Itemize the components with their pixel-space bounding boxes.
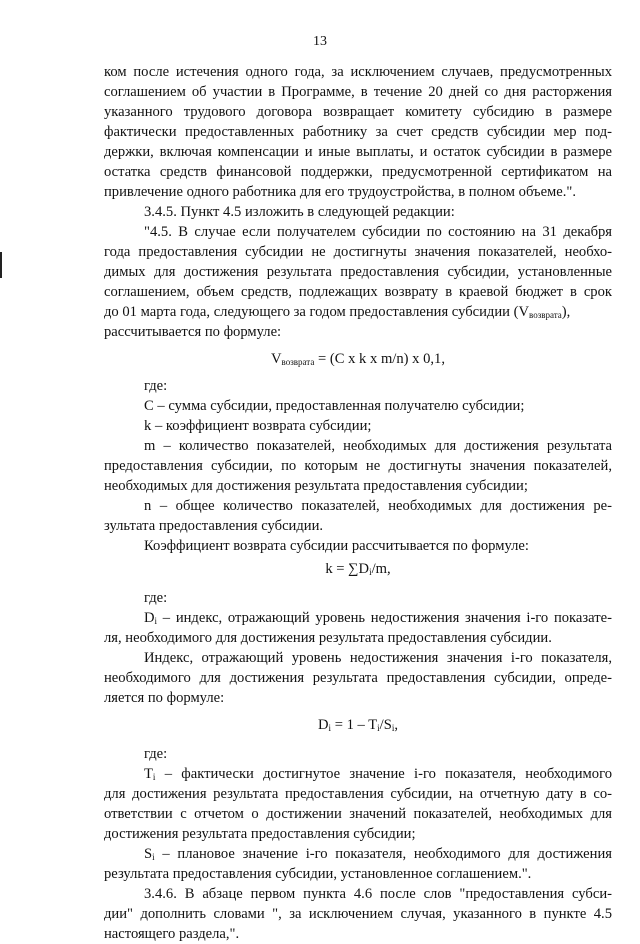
text-line — [104, 302, 612, 322]
text-line: настоящего раздела,". — [104, 926, 240, 942]
text-line: рассчитывается по формуле: — [104, 324, 282, 340]
subscript: i — [154, 616, 158, 626]
text-line: дии" дополнить словами ", за исключением случая, указанного в пункте 4.5 — [104, 906, 612, 922]
formula-symbol: T — [144, 766, 153, 782]
formula-di — [104, 712, 612, 738]
text-span: – фактически достигнутое значение i-го показателя, необходимого — [155, 766, 612, 782]
subscript: i — [152, 772, 156, 782]
text-line: фактически предоставленных работнику за счет средств субсидии мер под- — [104, 124, 612, 140]
text-line: 3.4.6. В абзаце первом пункта 4.6 после слов "предоставления субси- — [144, 886, 612, 902]
text-line: предоставления субсидии, по которым не достигнуты значения показателей, — [104, 458, 612, 474]
text-line: ля, необходимого для достижения результата предоставления субсидии. — [104, 630, 552, 646]
page-number: 13 — [313, 34, 327, 49]
text-line: соглашением об участии в Программе, в течение 20 дней со дня расторжения — [104, 84, 612, 100]
text-line: ляется по формуле: — [104, 690, 225, 706]
definition-n — [104, 496, 612, 536]
definition-c: C – сумма субсидии, предоставленная получателю субсидии; — [144, 398, 525, 414]
text-line: "4.5. В случае если получателем субсидии по состоянию на 31 декабря — [144, 224, 612, 240]
text-line: необходимого для достижения результата предоставления субсидии, опреде- — [104, 670, 612, 686]
subscript: возврата — [281, 357, 315, 367]
definition-di — [104, 608, 612, 648]
definition-ti — [104, 764, 612, 844]
text-span: – плановое значение i-го показателя, необходимого для достижения — [154, 846, 612, 862]
text-span: – индекс, отражающий уровень недостижения значения i-го показате- — [157, 610, 612, 626]
subscript: i — [391, 723, 395, 733]
definition-si — [104, 844, 612, 884]
text-line — [104, 844, 612, 864]
text-line: ответствии с отчетом о достижении значений показателей, необходимых для — [104, 806, 612, 822]
paragraph-termination-clause — [104, 62, 612, 202]
text-line: для достижения результата предоставления субсидии, на отчетную дату в со- — [104, 786, 612, 802]
text-line: зультата предоставления субсидии. — [104, 518, 324, 534]
text-span: ), — [561, 304, 571, 320]
formula-rest: = (C x k x m/n) x 0,1, — [314, 351, 445, 367]
subscript: возврата — [529, 310, 562, 320]
where-label: где: — [144, 590, 168, 606]
text-line — [104, 764, 612, 784]
formula-v-return — [104, 346, 612, 372]
text-line: привлечение одного работника для его трудоустройства, в полном объеме.". — [104, 184, 577, 200]
text-line: ком после истечения одного года, за исключением случаев, предусмотренных — [104, 64, 612, 80]
formula-part: /S — [379, 717, 392, 733]
formula-symbol: S — [144, 846, 153, 862]
formula-rest: /m, — [371, 561, 391, 577]
where-label: где: — [144, 378, 168, 394]
text-line: держки, включая компенсации и иные выплаты, и остаток субсидии в размере — [104, 144, 612, 160]
text-line: Индекс, отражающий уровень недостижения значения i-го показателя, — [144, 650, 612, 666]
index-intro — [104, 648, 612, 708]
definition-k: k – коэффициент возврата субсидии; — [144, 418, 372, 434]
formula-symbol: D — [318, 717, 329, 733]
formula-lhs: k = ∑D — [325, 561, 370, 577]
paragraph-4-5 — [104, 222, 612, 342]
coefficient-intro: Коэффициент возврата субсидии рассчитывается по формуле: — [144, 538, 529, 554]
text-line: необходимых для достижения результата предоставления субсидии; — [104, 478, 528, 494]
formula-part: = 1 – T — [331, 717, 378, 733]
text-line: достижения результата предоставления субсидии; — [104, 826, 416, 842]
where-label: где: — [144, 746, 168, 762]
text-line: димых для достижения результата предоставления субсидии, установленные — [104, 264, 612, 280]
text-line: соглашением, объем средств, подлежащих возврату в краевой бюджет в срок — [104, 284, 612, 300]
text-line: результата предоставления субсидии, установленное соглашением.". — [104, 866, 532, 882]
formula-symbol: V — [271, 351, 282, 367]
item-3-4-6 — [104, 884, 612, 944]
text-line: остатка средств финансовой поддержки, предусмотренной сертификатом на — [104, 164, 612, 180]
subscript: i — [328, 723, 332, 733]
definition-m — [104, 436, 612, 496]
formula-symbol: D — [144, 610, 155, 626]
text-line: года предоставления субсидии не достигнуты значения показателей, необхо- — [104, 244, 612, 260]
text-span: до 01 марта года, следующего за годом предоставления субсидии (V — [104, 304, 529, 320]
formula-part: , — [394, 717, 398, 733]
text-line: n – общее количество показателей, необходимых для достижения ре- — [144, 498, 612, 514]
subscript: i — [152, 852, 155, 862]
formula-k — [104, 556, 612, 582]
subscript: i — [369, 567, 372, 577]
text-line — [104, 608, 612, 628]
text-line: m – количество показателей, необходимых для достижения результата — [144, 438, 612, 454]
item-3-4-5: 3.4.5. Пункт 4.5 изложить в следующей редакции: — [144, 204, 455, 220]
document-body — [104, 62, 612, 944]
subscript: i — [377, 723, 380, 733]
text-line: указанного трудового договора возвращает комитету субсидию в размере — [104, 104, 612, 120]
scan-edge-mark — [0, 252, 2, 278]
